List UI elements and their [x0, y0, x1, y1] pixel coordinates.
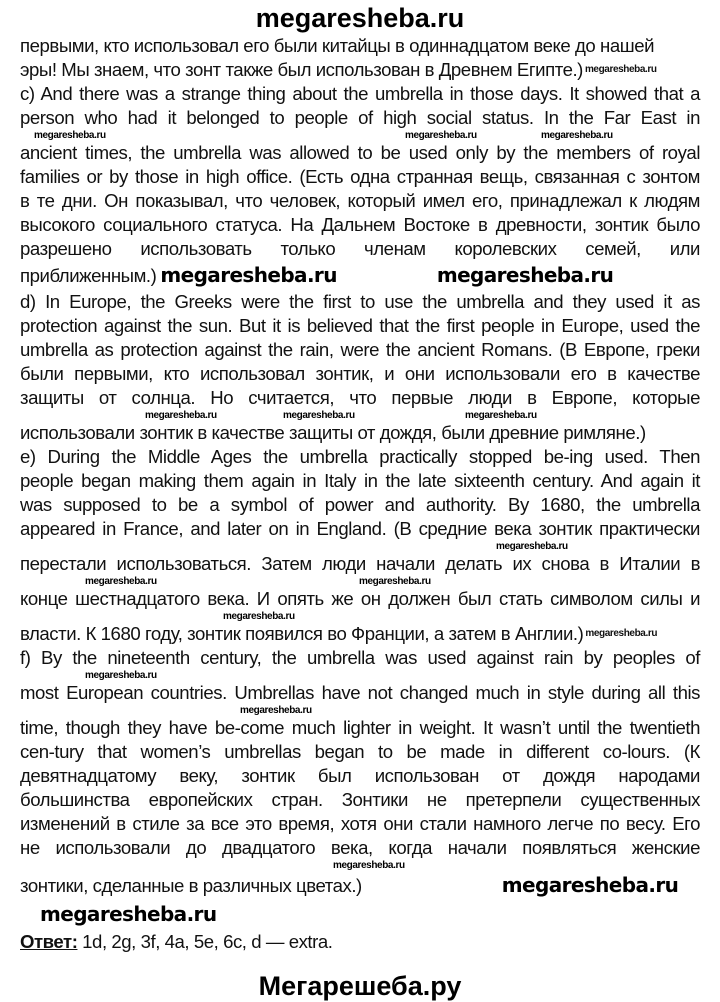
text-line: перестали использоваться. Затем люди начали делать их снова в Италии в	[20, 553, 700, 574]
watermark-row	[20, 611, 700, 622]
text-line: защиты от солнца. Но считается, что первые люди в Европе, которые	[20, 387, 700, 408]
text-line-with-watermark	[20, 871, 700, 900]
watermark: megaresheba.ru	[585, 628, 658, 639]
answer-label: Ответ:	[20, 931, 78, 952]
footer-title: Мегарешеба.ру	[258, 971, 462, 1001]
text-line: высокого социального статуса. На Дальнем Востоке в древности, зонтик было	[20, 214, 700, 235]
text-line: изменений в стиле за все это время, хотя они стали намного легче по весу. Его	[20, 813, 700, 834]
text-line-with-watermark	[20, 58, 700, 82]
text-line: was supposed to be a symbol of power and authority. By 1680, the umbrella	[20, 494, 700, 515]
text-line: в те дни. Он показывал, что человек, который имел его, принадлежал к людям	[20, 190, 700, 211]
text-line: person who had it belonged to people of high social status. In the Far East in	[20, 107, 700, 128]
watermark: megaresheba.ru	[223, 611, 295, 622]
answer-line	[20, 930, 700, 954]
text-line: первыми, кто использовал его были китайцы в одиннадцатом веке до нашей	[20, 35, 655, 56]
text-line: использовали зонтик в качестве защиты от дождя, были древние римляне.)	[20, 422, 646, 443]
answer-text: 1d, 2g, 3f, 4a, 5e, 6c, d — extra.	[77, 931, 333, 952]
document-body	[20, 34, 700, 954]
text-line: девятнадцатому веку, зонтик был использован от дождя народами	[20, 765, 700, 786]
text-line: protection against the sun. But it is believed that the first people in Europe, used the	[20, 315, 700, 336]
text-line: были первыми, кто использовал зонтик, и они использовали его в качестве	[20, 363, 700, 384]
text-line: families or by those in high office. (Есть одна странная вещь, связанная с зонтом	[20, 166, 700, 187]
text-line: конце шестнадцатого века. И опять же он должен был стать символом силы и	[20, 588, 700, 609]
watermark: megaresheba.ru	[541, 130, 613, 141]
watermark: megaresheba.ru	[405, 130, 477, 141]
text-line: приближенным.)	[20, 265, 157, 286]
text-line: appeared in France, and later on in England. (В средние века зонтик практически	[20, 518, 700, 539]
watermark-large: megaresheba.ru	[160, 263, 337, 287]
watermark-row-large	[20, 900, 700, 928]
watermark: megaresheba.ru	[496, 541, 568, 552]
watermark: megaresheba.ru	[240, 705, 312, 716]
text-line: разрешено использовать только членам королевских семей, или	[20, 238, 700, 259]
watermark-large: megaresheba.ru	[501, 873, 679, 897]
text-line: umbrella as protection against the rain, were the ancient Romans. (В Европе, греки	[20, 339, 700, 360]
watermark-row	[20, 410, 700, 421]
watermark-row	[20, 670, 700, 681]
paragraph-d-start: d) In Europe, the Greeks were the first to use the umbrella and they used it as	[20, 291, 700, 312]
watermark: megaresheba.ru	[465, 410, 537, 421]
watermark: megaresheba.ru	[359, 576, 431, 587]
watermark-row	[20, 576, 700, 587]
text-line-with-watermarks	[20, 261, 700, 290]
text-line: эры! Мы знаем, что зонт также был использован в Древнем Египте.)	[20, 59, 583, 80]
site-title: megaresheba.ru	[255, 3, 465, 33]
text-line: не использовали до двадцатого века, когда начали появляться женские	[20, 837, 700, 858]
watermark: megaresheba.ru	[584, 64, 657, 75]
text-line: time, though they have be-come much lighter in weight. It wasn’t until the twentieth	[20, 717, 700, 738]
paragraph-f-start: f) By the nineteenth century, the umbrella was used against rain by peoples of	[20, 647, 700, 668]
text-line: власти. К 1680 году, зонтик появился во Франции, а затем в Англии.)	[20, 623, 584, 644]
text-line: большинства европейских стран. Зонтики не претерпели существенных	[20, 789, 700, 810]
text-line: ancient times, the umbrella was allowed to be used only by the members of royal	[20, 142, 700, 163]
watermark: megaresheba.ru	[283, 410, 355, 421]
watermark: megaresheba.ru	[85, 670, 157, 681]
watermark-row	[20, 860, 700, 871]
watermark-row	[20, 541, 700, 552]
text-line-with-watermark	[20, 622, 700, 646]
watermark-large: megaresheba.ru	[40, 902, 217, 926]
watermark: megaresheba.ru	[145, 410, 217, 421]
watermark-row	[20, 705, 700, 716]
paragraph-e-start: e) During the Middle Ages the umbrella practically stopped be-ing used. Then	[20, 446, 700, 467]
text-line: people began making them again in Italy in the late sixteenth century. And again it	[20, 470, 700, 491]
text-line: most European countries. Umbrellas have not changed much in style during all this	[20, 682, 700, 703]
watermark: megaresheba.ru	[85, 576, 157, 587]
watermark-row	[20, 130, 700, 141]
text-line: зонтики, сделанные в различных цветах.)	[20, 875, 362, 896]
watermark-large: megaresheba.ru	[436, 263, 614, 287]
text-line: cen-tury that women’s umbrellas began to be made in different co-lours. (К	[20, 741, 700, 762]
watermark: megaresheba.ru	[34, 130, 106, 141]
watermark: megaresheba.ru	[333, 860, 405, 871]
paragraph-c-start: c) And there was a strange thing about the umbrella in those days. It showed that a	[20, 83, 700, 104]
